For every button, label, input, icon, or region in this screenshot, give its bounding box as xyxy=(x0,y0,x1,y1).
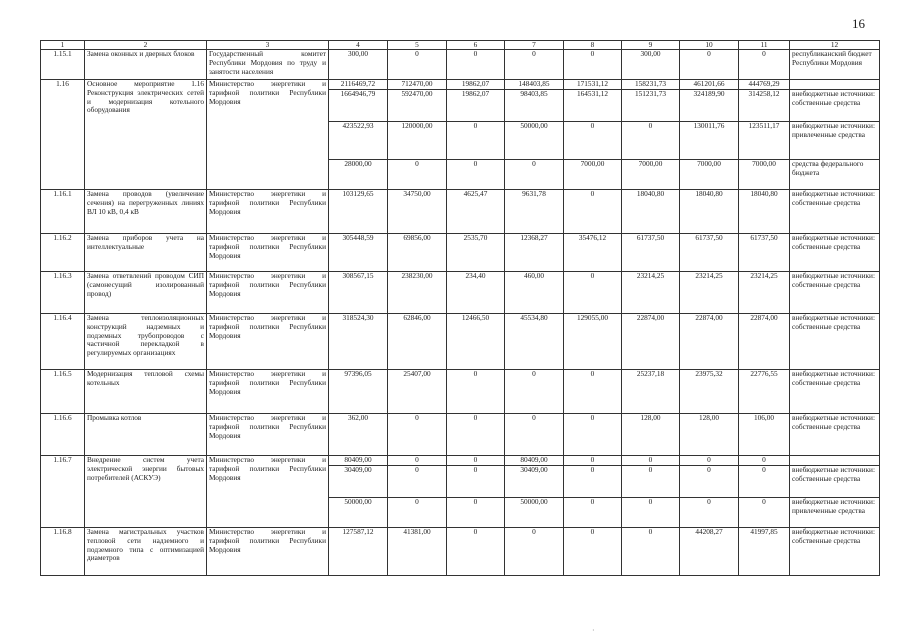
funding-value: 0 xyxy=(564,370,622,414)
measure-name: Замена теплоизоляционных конструкций надземных и подземных трубопроводов с частичной перекладкой в регулируемых организациях xyxy=(85,314,207,370)
table-row xyxy=(41,272,880,314)
funding-source: внебюджетные источники: собственные средства xyxy=(790,370,880,414)
funding-value: 324189,90 xyxy=(680,90,739,122)
funding-value: 7000,00 xyxy=(622,160,680,190)
funding-value: 0 xyxy=(622,528,680,576)
executor-name: Министерство энергетики и тарифной политики Республики Мордовия xyxy=(207,190,329,234)
page-number: 16 xyxy=(852,16,865,31)
funding-value: 0 xyxy=(447,50,505,80)
funding-value: 7000,00 xyxy=(564,160,622,190)
item-number: 1.16.1 xyxy=(41,190,85,234)
funding-value: 9631,78 xyxy=(505,190,564,234)
funding-source: внебюджетные источники: собственные средства xyxy=(790,414,880,456)
table-row xyxy=(41,80,880,90)
column-number-header: 7 xyxy=(505,41,564,50)
column-number-header: 6 xyxy=(447,41,505,50)
funding-source: внебюджетные источники: собственные средства xyxy=(790,314,880,370)
funding-value: 12466,50 xyxy=(447,314,505,370)
funding-value: 0 xyxy=(388,50,447,80)
funding-value: 0 xyxy=(622,498,680,528)
measure-name: Замена оконных и дверных блоков xyxy=(85,50,207,80)
funding-value: 300,00 xyxy=(329,50,388,80)
column-number-header: 4 xyxy=(329,41,388,50)
funding-value: 0 xyxy=(447,528,505,576)
funding-value: 50000,00 xyxy=(329,498,388,528)
measure-name: Замена приборов учета на интеллектуальные xyxy=(85,234,207,272)
funding-value: 151231,73 xyxy=(622,90,680,122)
funding-value: 34750,00 xyxy=(388,190,447,234)
funding-value: 0 xyxy=(739,456,790,466)
funding-value: 0 xyxy=(505,528,564,576)
funding-value: 25237,18 xyxy=(622,370,680,414)
item-number: 1.16.6 xyxy=(41,414,85,456)
funding-source xyxy=(790,456,880,466)
funding-value: 41997,85 xyxy=(739,528,790,576)
funding-value: 4625,47 xyxy=(447,190,505,234)
column-number-header: 11 xyxy=(739,41,790,50)
funding-value: 460,00 xyxy=(505,272,564,314)
funding-value: 444769,29 xyxy=(739,80,790,90)
funding-source: внебюджетные источники: собственные средства xyxy=(790,272,880,314)
executor-name: Министерство энергетики и тарифной политики Республики Мордовия xyxy=(207,234,329,272)
funding-source: средства федерального бюджета xyxy=(790,160,880,190)
table-row xyxy=(41,50,880,80)
funding-value: 23975,32 xyxy=(680,370,739,414)
funding-value: 308567,15 xyxy=(329,272,388,314)
measure-name: Внедрение систем учета электрической энергии бытовых потребителей (АСКУЭ) xyxy=(85,456,207,528)
funding-value: 35476,12 xyxy=(564,234,622,272)
funding-value: 18040,80 xyxy=(739,190,790,234)
funding-value: 0 xyxy=(564,272,622,314)
funding-value: 0 xyxy=(388,498,447,528)
table-row xyxy=(41,370,880,414)
funding-value: 128,00 xyxy=(680,414,739,456)
funding-value: 22776,55 xyxy=(739,370,790,414)
funding-value: 0 xyxy=(564,122,622,160)
funding-value: 120000,00 xyxy=(388,122,447,160)
column-number-header: 3 xyxy=(207,41,329,50)
table-row xyxy=(41,528,880,576)
funding-value: 19862,07 xyxy=(447,80,505,90)
funding-value: 18040,80 xyxy=(622,190,680,234)
funding-value: 234,40 xyxy=(447,272,505,314)
funding-value: 45534,80 xyxy=(505,314,564,370)
funding-source: внебюджетные источники: собственные средства xyxy=(790,90,880,122)
funding-value: 130011,76 xyxy=(680,122,739,160)
executor-name: Министерство энергетики и тарифной политики Республики Мордовия xyxy=(207,80,329,190)
item-number: 1.16.7 xyxy=(41,456,85,528)
measure-name: Модернизация тепловой схемы котельных xyxy=(85,370,207,414)
funding-value: 62846,00 xyxy=(388,314,447,370)
funding-value: 0 xyxy=(505,160,564,190)
funding-value: 23214,25 xyxy=(739,272,790,314)
funding-value: 0 xyxy=(505,414,564,456)
funding-value: 0 xyxy=(680,50,739,80)
funding-value: 0 xyxy=(388,466,447,498)
funding-value: 164531,12 xyxy=(564,90,622,122)
funding-value: 98403,85 xyxy=(505,90,564,122)
funding-value: 61737,50 xyxy=(680,234,739,272)
funding-source: внебюджетные источники: собственные средства xyxy=(790,528,880,576)
executor-name: Государственный комитет Республики Мордовия по труду и занятости населения xyxy=(207,50,329,80)
funding-value: 318524,30 xyxy=(329,314,388,370)
funding-value: 0 xyxy=(564,190,622,234)
funding-value: 0 xyxy=(622,456,680,466)
funding-value: 22874,00 xyxy=(739,314,790,370)
funding-value: 362,00 xyxy=(329,414,388,456)
funding-value: 41381,00 xyxy=(388,528,447,576)
funding-value: 0 xyxy=(564,456,622,466)
funding-value: 2116469,72 xyxy=(329,80,388,90)
funding-value: 0 xyxy=(680,498,739,528)
funding-value: 22874,00 xyxy=(622,314,680,370)
funding-value: 28000,00 xyxy=(329,160,388,190)
table-row xyxy=(41,314,880,370)
funding-value: 80409,00 xyxy=(505,456,564,466)
funding-value: 61737,50 xyxy=(739,234,790,272)
executor-name: Министерство энергетики и тарифной политики Республики Мордовия xyxy=(207,414,329,456)
table-row xyxy=(41,414,880,456)
measure-name: Замена магистральных участков тепловой сети надземного и подземного типа с оптимизацией диаметров xyxy=(85,528,207,576)
funding-value: 0 xyxy=(564,498,622,528)
funding-value: 50000,00 xyxy=(505,122,564,160)
funding-value: 12368,27 xyxy=(505,234,564,272)
table-body xyxy=(41,41,880,576)
executor-name: Министерство энергетики и тарифной политики Республики Мордовия xyxy=(207,456,329,528)
funding-value: 0 xyxy=(505,370,564,414)
funding-value: 30409,00 xyxy=(505,466,564,498)
funding-value: 69856,00 xyxy=(388,234,447,272)
funding-value: 158231,73 xyxy=(622,80,680,90)
funding-source: внебюджетные источники: собственные средства xyxy=(790,466,880,498)
funding-value: 106,00 xyxy=(739,414,790,456)
funding-value: 103129,65 xyxy=(329,190,388,234)
funding-value: 7000,00 xyxy=(680,160,739,190)
funding-value: 238230,00 xyxy=(388,272,447,314)
funding-value: 0 xyxy=(564,414,622,456)
funding-value: 0 xyxy=(388,414,447,456)
funding-value: 300,00 xyxy=(622,50,680,80)
item-number: 1.16.2 xyxy=(41,234,85,272)
funding-value: 127587,12 xyxy=(329,528,388,576)
funding-value: 0 xyxy=(447,456,505,466)
column-number-row xyxy=(41,41,880,50)
funding-value: 61737,50 xyxy=(622,234,680,272)
funding-value: 0 xyxy=(622,466,680,498)
item-number: 1.16 xyxy=(41,80,85,190)
funding-value: 592470,00 xyxy=(388,90,447,122)
funding-value: 171531,12 xyxy=(564,80,622,90)
table-row xyxy=(41,234,880,272)
funding-value: 2535,70 xyxy=(447,234,505,272)
item-number: 1.15.1 xyxy=(41,50,85,80)
funding-value: 423522,93 xyxy=(329,122,388,160)
funding-source: внебюджетные источники: привлеченные средства xyxy=(790,498,880,528)
funding-value: 30409,00 xyxy=(329,466,388,498)
executor-name: Министерство энергетики и тарифной политики Республики Мордовия xyxy=(207,272,329,314)
funding-value: 80409,00 xyxy=(329,456,388,466)
funding-value: 0 xyxy=(564,528,622,576)
column-number-header: 9 xyxy=(622,41,680,50)
funding-value: 25407,00 xyxy=(388,370,447,414)
funding-value: 123511,17 xyxy=(739,122,790,160)
column-number-header: 12 xyxy=(790,41,880,50)
executor-name: Министерство энергетики и тарифной политики Республики Мордовия xyxy=(207,314,329,370)
table-row xyxy=(41,456,880,466)
page-mark: · xyxy=(592,626,595,635)
funding-value: 0 xyxy=(622,122,680,160)
funding-value: 0 xyxy=(447,498,505,528)
funding-value: 0 xyxy=(739,50,790,80)
funding-value: 314258,12 xyxy=(739,90,790,122)
item-number: 1.16.3 xyxy=(41,272,85,314)
funding-value: 1664946,79 xyxy=(329,90,388,122)
funding-value: 23214,25 xyxy=(680,272,739,314)
funding-value: 0 xyxy=(564,50,622,80)
funding-value: 129055,00 xyxy=(564,314,622,370)
column-number-header: 10 xyxy=(680,41,739,50)
funding-value: 305448,59 xyxy=(329,234,388,272)
column-number-header: 8 xyxy=(564,41,622,50)
funding-value: 7000,00 xyxy=(739,160,790,190)
funding-value: 0 xyxy=(447,370,505,414)
funding-source: республиканский бюджет Республики Мордовия xyxy=(790,50,880,80)
funding-value: 50000,00 xyxy=(505,498,564,528)
executor-name: Министерство энергетики и тарифной политики Республики Мордовия xyxy=(207,528,329,576)
measure-name: Замена ответвлений проводом СИП (самонесущий изолированный провод) xyxy=(85,272,207,314)
item-number: 1.16.5 xyxy=(41,370,85,414)
funding-value: 0 xyxy=(739,466,790,498)
funding-source: внебюджетные источники: привлеченные средства xyxy=(790,122,880,160)
funding-value: 0 xyxy=(739,498,790,528)
funding-value: 44208,27 xyxy=(680,528,739,576)
funding-value: 0 xyxy=(388,456,447,466)
item-number: 1.16.4 xyxy=(41,314,85,370)
funding-value: 22874,00 xyxy=(680,314,739,370)
column-number-header: 5 xyxy=(388,41,447,50)
funding-value: 0 xyxy=(680,456,739,466)
funding-value: 0 xyxy=(447,466,505,498)
funding-source: внебюджетные источники: собственные средства xyxy=(790,190,880,234)
funding-value: 23214,25 xyxy=(622,272,680,314)
funding-value: 97396,05 xyxy=(329,370,388,414)
item-number: 1.16.8 xyxy=(41,528,85,576)
funding-value: 18040,80 xyxy=(680,190,739,234)
executor-name: Министерство энергетики и тарифной политики Республики Мордовия xyxy=(207,370,329,414)
funding-value: 0 xyxy=(564,466,622,498)
funding-value: 0 xyxy=(447,414,505,456)
measure-name: Промывка котлов xyxy=(85,414,207,456)
funding-value: 461201,66 xyxy=(680,80,739,90)
funding-value: 0 xyxy=(388,160,447,190)
funding-value: 0 xyxy=(447,122,505,160)
column-number-header: 2 xyxy=(85,41,207,50)
funding-source xyxy=(790,80,880,90)
table-row xyxy=(41,190,880,234)
funding-value: 0 xyxy=(505,50,564,80)
funding-value: 712470,00 xyxy=(388,80,447,90)
funding-value: 0 xyxy=(447,160,505,190)
funding-source: внебюджетные источники: собственные средства xyxy=(790,234,880,272)
column-number-header: 1 xyxy=(41,41,85,50)
measure-name: Основное мероприятие 1.16 Реконструкция электрических сетей и модернизация котельного оборудования xyxy=(85,80,207,190)
measure-name: Замена проводов (увеличение сечения) на перегруженных линиях ВЛ 10 кВ, 0,4 кВ xyxy=(85,190,207,234)
funding-value: 0 xyxy=(680,466,739,498)
funding-value: 19862,07 xyxy=(447,90,505,122)
funding-value: 148403,85 xyxy=(505,80,564,90)
funding-value: 128,00 xyxy=(622,414,680,456)
program-table xyxy=(40,40,880,576)
